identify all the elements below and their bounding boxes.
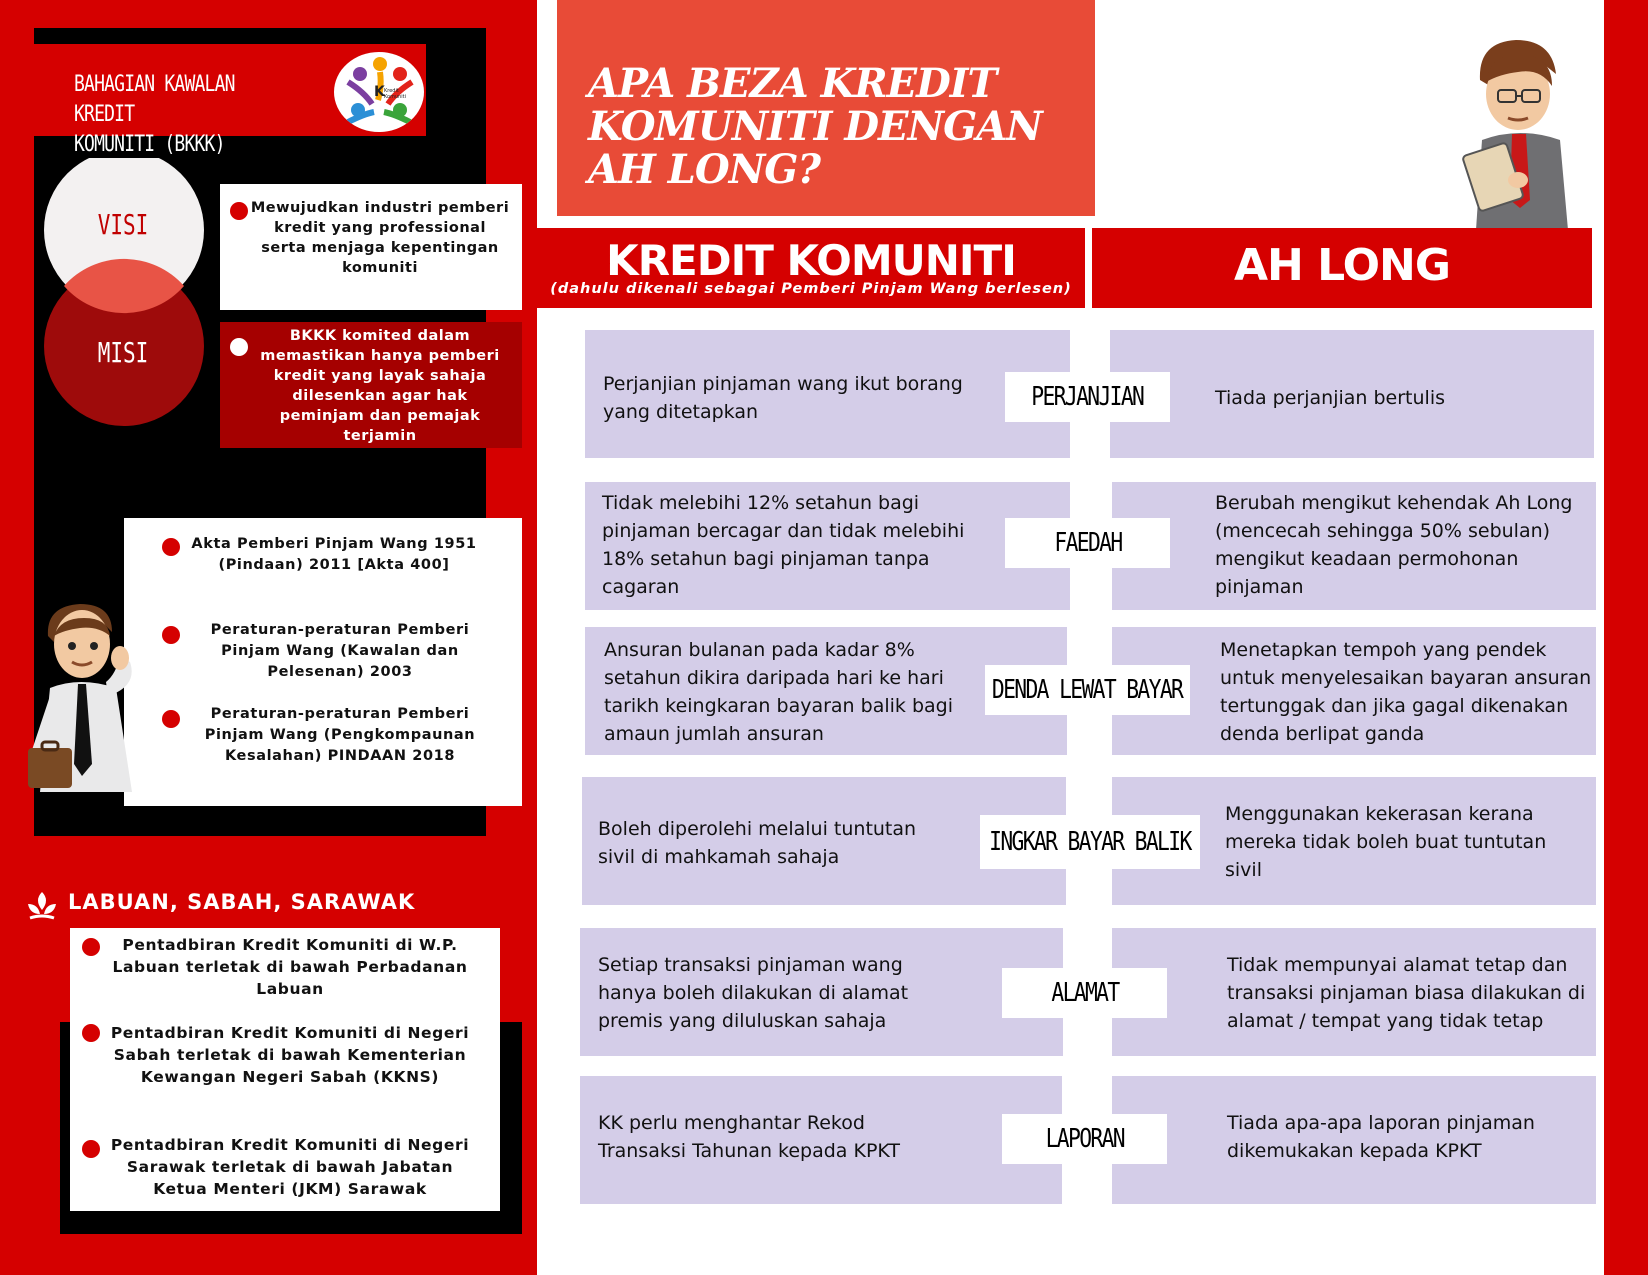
act-item: Peraturan-peraturan Pemberi Pinjam Wang (Pengkompaunan Kesalahan) PINDAAN 2018 [204,706,476,764]
visi-label: VISI [97,208,149,241]
bullet-dot [162,538,180,556]
org-title [74,70,295,160]
svg-text:Komuniti: Komuniti [384,94,407,100]
row-label-text: LAPORAN [1045,1124,1124,1154]
leaf-icon [24,888,60,924]
row-label [980,815,1200,869]
logo-text: Kredit [384,88,399,94]
bullet-dot [230,338,248,356]
kredit-komuniti-logo [334,52,424,132]
row-label-text: PERJANJIAN [1031,382,1144,412]
row-label [1005,518,1170,568]
misi-text: BKKK komited dalam memastikan hanya pemberi kredit yang layak sahaja dilesenkan agar hak peminjam dan pemajak terjamin [260,328,500,444]
kk-text: Perjanjian pinjaman wang ikut borang yang ditetapkan [603,373,963,423]
org-title-line2: KOMUNITI (BKKK) [74,132,225,157]
ah-long-title: AH LONG [1233,240,1450,291]
act-item: Peraturan-peraturan Pemberi Pinjam Wang (Kawalan dan Pelesenan) 2003 [210,622,470,680]
region-item: Pentadbiran Kredit Komuniti di Negeri Sarawak terletak di bawah Jabatan Ketua Menteri (JKM) Sarawak [110,1136,470,1198]
bullet-dot [82,938,100,956]
ah-text: Tidak mempunyai alamat tetap dan transaksi pinjaman biasa dilakukan di alamat / tempat yang tidak tetap [1227,954,1586,1032]
row-label-text: INGKAR BAYAR BALIK [989,827,1191,857]
bullet-dot [82,1140,100,1158]
kk-text: Setiap transaksi pinjaman wang hanya boleh dilakukan di alamat premis yang diluluskan sahaja [598,954,909,1032]
kredit-komuniti-subtitle: (dahulu dikenali sebagai Pemberi Pinjam Wang berlesen) [550,281,1072,297]
row-label [1002,968,1167,1018]
ah-text: Tiada apa-apa laporan pinjaman dikemukakan kepada KPKT [1227,1112,1535,1162]
row-label [985,665,1190,715]
region-item: Pentadbiran Kredit Komuniti di Negeri Sabah terletak di bawah Kementerian Kewangan Negeri Sabah (KKNS) [110,1024,470,1086]
org-title-line1: BAHAGIAN KAWALAN KREDIT [74,72,235,127]
row-label [1005,372,1170,422]
page-title-line1: APA BEZA KREDIT [588,60,997,107]
svg-text:K: K [374,84,385,100]
row-label [1002,1114,1167,1164]
ah-text: Tiada perjanjian bertulis [1215,387,1446,409]
region-item: Pentadbiran Kredit Komuniti di W.P. Labuan terletak di bawah Perbadanan Labuan [112,936,468,998]
kk-text: Tidak melebihi 12% setahun bagi pinjaman bercagar dan tidak melebihi 18% setahun bagi pinjaman tanpa cagaran [602,492,965,598]
page-title-line2: KOMUNITI DENGAN [588,103,1042,150]
page-title-line3: AH LONG? [588,146,820,193]
bullet-dot [82,1024,100,1042]
right-red-strip [1604,0,1648,1275]
region-title: LABUAN, SABAH, SARAWAK [68,890,416,914]
businessman-illustration [20,596,170,812]
kredit-komuniti-title: KREDIT KOMUNITI [606,236,1016,285]
visi-misi-venn [40,158,210,434]
ah-text: Menggunakan kekerasan kerana mereka tidak boleh buat tuntutan sivil [1225,803,1547,881]
page-title [588,62,1068,191]
act-item: Akta Pemberi Pinjam Wang 1951 (Pindaan) 2011 [Akta 400] [191,536,477,573]
visi-text: Mewujudkan industri pemberi kredit yang professional serta menjaga kepentingan komuniti [250,200,510,276]
row-label-text: FAEDAH [1053,528,1122,558]
row-label-text: ALAMAT [1050,978,1119,1008]
kk-text: KK perlu menghantar Rekod Transaksi Tahunan kepada KPKT [598,1112,900,1162]
ah-text: Menetapkan tempoh yang pendek untuk menyelesaikan bayaran ansuran tertunggak dan jika gagal dikenakan denda berlipat ganda [1220,639,1592,745]
bullet-dot [230,202,248,220]
ah-text: Berubah mengikut kehendak Ah Long (mencecah sehingga 50% sebulan) mengikut keadaan permohonan pinjaman [1215,492,1573,598]
misi-label: MISI [97,336,149,369]
row-label-text: DENDA LEWAT BAYAR [992,675,1183,705]
kk-text: Ansuran bulanan pada kadar 8% setahun dikira daripada hari ke hari tarikh keingkaran bayaran balik bagi amaun jumlah ansuran [604,639,953,745]
kk-text: Boleh diperolehi melalui tuntutan sivil di mahkamah sahaja [598,818,917,868]
